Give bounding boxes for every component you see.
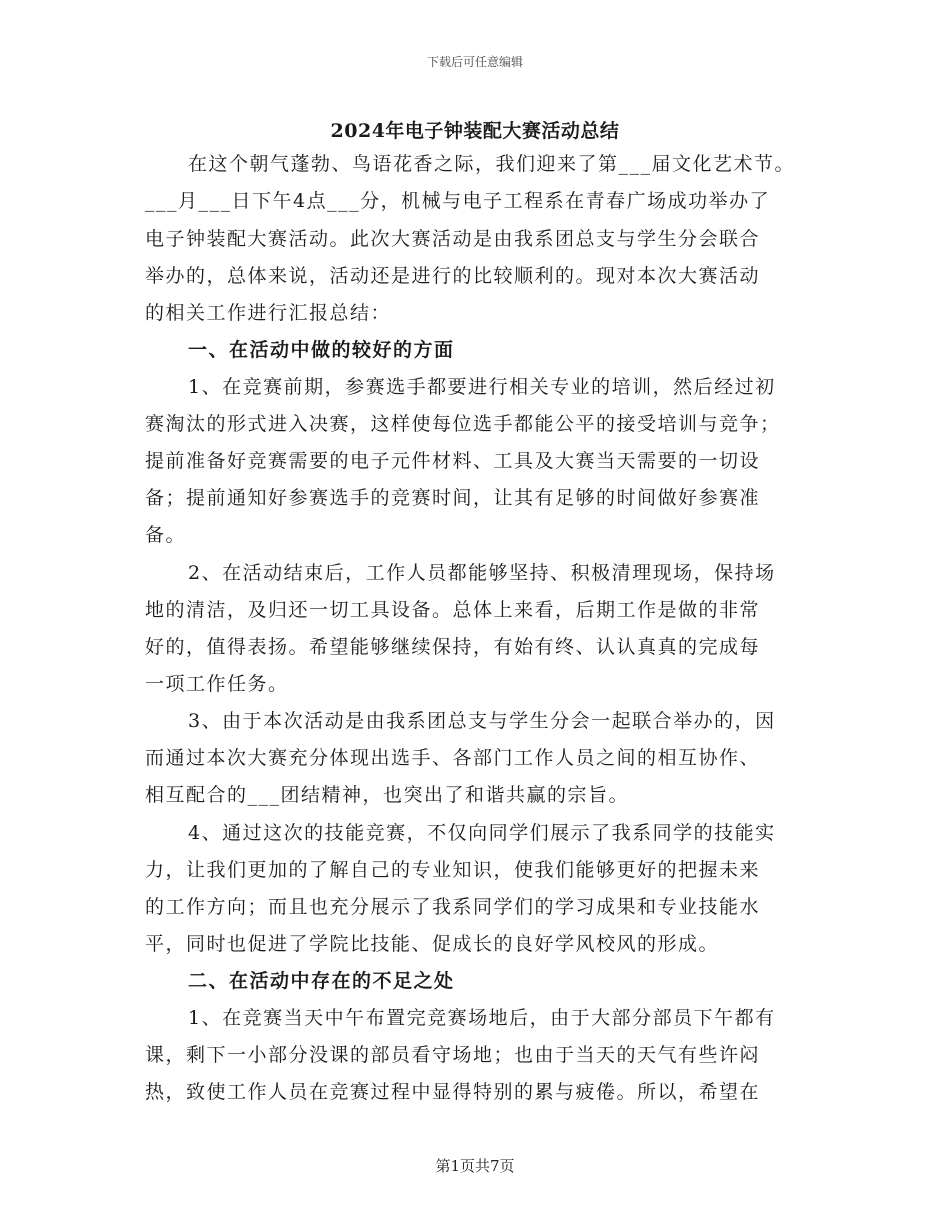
paragraph-line: 课，剩下一小部分没课的部员看守场地；也由于当天的天气有些许闷 bbox=[145, 1044, 761, 1066]
paragraph-line: ___月___日下午4点___分，机械与电子工程系在青春广场成功举办了 bbox=[145, 190, 771, 212]
section-heading: 二、在活动中存在的不足之处 bbox=[188, 970, 455, 992]
paragraph-line: 相互配合的___团结精神，也突出了和谐共赢的宗旨。 bbox=[145, 784, 630, 806]
paragraph-line: 一项工作任务。 bbox=[145, 673, 289, 695]
paragraph-line: 平，同时也促进了学院比技能、促成长的良好学风校风的形成。 bbox=[145, 933, 720, 955]
paragraph-line: 而通过本次大赛充分体现出选手、各部门工作人员之间的相互协作、 bbox=[145, 747, 761, 769]
paragraph-line: 电子钟装配大赛活动。此次大赛活动是由我系团总支与学生分会联合 bbox=[145, 228, 761, 250]
paragraph-line: 提前准备好竞赛需要的电子元件材料、工具及大赛当天需要的一切设 bbox=[145, 450, 761, 472]
paragraph-line: 的相关工作进行汇报总结： bbox=[145, 302, 392, 324]
paragraph-line: 力，让我们更加的了解自己的专业知识，使我们能够更好的把握未来 bbox=[145, 859, 761, 881]
paragraph-line: 备。 bbox=[145, 524, 187, 546]
section-heading: 一、在活动中做的较好的方面 bbox=[188, 339, 455, 361]
document-title: 2024年电子钟装配大赛活动总结 bbox=[330, 120, 620, 142]
header-note: 下载后可任意编辑 bbox=[426, 55, 523, 69]
paragraph-line: 3、由于本次活动是由我系团总支与学生分会一起联合举办的，因 bbox=[188, 710, 776, 732]
paragraph-line: 1、在竞赛当天中午布置完竞赛场地后，由于大部分部员下午都有 bbox=[188, 1007, 776, 1029]
paragraph-line: 举办的，总体来说，活动还是进行的比较顺利的。现对本次大赛活动 bbox=[145, 265, 761, 287]
paragraph-line: 2、在活动结束后，工作人员都能够坚持、积极清理现场，保持场 bbox=[188, 562, 776, 584]
paragraph-line: 备；提前通知好参赛选手的竞赛时间，让其有足够的时间做好参赛准 bbox=[145, 487, 761, 509]
paragraph-line: 热，致使工作人员在竞赛过程中显得特别的累与疲倦。所以，希望在 bbox=[145, 1081, 761, 1103]
paragraph-line: 1、在竞赛前期，参赛选手都要进行相关专业的培训，然后经过初 bbox=[188, 376, 776, 398]
paragraph-line: 地的清洁，及归还一切工具设备。总体上来看，后期工作是做的非常 bbox=[145, 599, 761, 621]
paragraph-line: 4、通过这次的技能竞赛，不仅向同学们展示了我系同学的技能实 bbox=[188, 822, 776, 844]
paragraph-line: 赛淘汰的形式进入决赛，这样使每位选手都能公平的接受培训与竞争； bbox=[145, 413, 781, 435]
page-number: 第1页共7页 bbox=[435, 1157, 515, 1175]
paragraph-line: 的工作方向；而且也充分展示了我系同学们的学习成果和专业技能水 bbox=[145, 896, 761, 918]
paragraph-line: 好的，值得表扬。希望能够继续保持，有始有终、认认真真的完成每 bbox=[145, 636, 761, 658]
paragraph-line: 在这个朝气蓬勃、鸟语花香之际，我们迎来了第___届文化艺术节。 bbox=[188, 153, 796, 175]
